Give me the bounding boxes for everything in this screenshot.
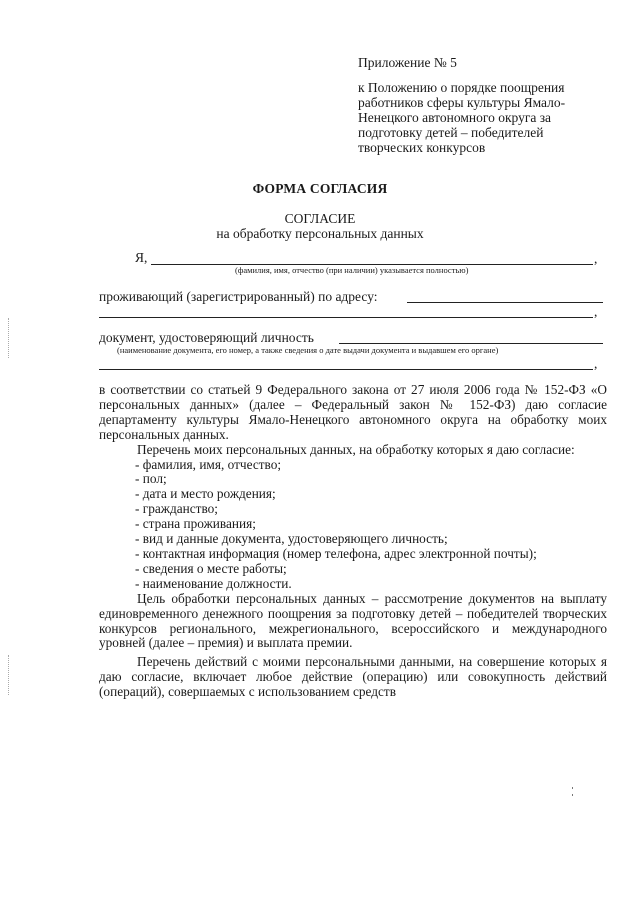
appendix-line: к Положению о порядке поощрения xyxy=(358,80,565,95)
data-list-intro: Перечень моих персональных данных, на обработку которых я даю согласие: xyxy=(137,441,575,457)
scan-speck xyxy=(572,787,573,789)
form-title: ФОРМА СОГЛАСИЯ xyxy=(252,181,388,196)
name-hint: (фамилия, имя, отчество (при наличии) указывается полностью) xyxy=(235,265,469,275)
consent-body xyxy=(99,383,607,700)
appendix-number: Приложение № 5 xyxy=(358,55,457,70)
consent-heading xyxy=(0,211,640,241)
list-item: - дата и место рождения; xyxy=(135,486,276,502)
appendix-block xyxy=(358,55,608,155)
comma: , xyxy=(594,304,598,319)
list-item: - пол; xyxy=(135,471,167,487)
list-item: - контактная информация (номер телефона, адрес электронной почты); xyxy=(135,545,537,561)
i-label: Я, xyxy=(135,250,148,265)
address-field[interactable] xyxy=(407,302,603,303)
list-item: - фамилия, имя, отчество; xyxy=(135,456,282,472)
document-field-line-2[interactable] xyxy=(99,369,593,370)
consent-subtitle: на обработку персональных данных xyxy=(216,226,424,241)
list-item: - страна проживания; xyxy=(135,516,256,532)
list-item: - сведения о месте работы; xyxy=(135,560,287,576)
document-hint: (наименование документа, его номер, а также сведения о дате выдачи документа и выдавшем его органе) xyxy=(117,345,499,355)
appendix-line: работников сферы культуры Ямало- xyxy=(358,95,566,110)
purpose-paragraph: Цель обработки персональных данных – рассмотрение документов на выплату единовременного денежного поощрения за подготовку детей – победителей творческих конкурсов регионального, межрегионального, всероссийского и международного уровней (далее – премия) и выплата премии. xyxy=(99,590,607,651)
actions-paragraph: Перечень действий с моими персональными данными, на совершение которых я даю согласие, включает любое действие (операцию) или совокупность действий (операций), совершаемых с использованием средств xyxy=(99,654,607,700)
scan-margin-mark xyxy=(8,318,10,358)
appendix-line: Ненецкого автономного округа за xyxy=(358,110,552,125)
list-item: - вид и данные документа, удостоверяющего личность; xyxy=(135,531,448,547)
appendix-line: творческих конкурсов xyxy=(358,140,486,155)
document-label: документ, удостоверяющий личность xyxy=(99,330,314,345)
legal-basis-paragraph: в соответствии со статьей 9 Федерального закона от 27 июля 2006 года № 152-ФЗ «О персональных данных» (далее – Федеральный закон № 152-ФЗ) даю согласие департаменту культуры Ямало-Ненецкого автономного округа на обработку моих персональных данных. xyxy=(99,382,607,442)
list-item: - наименование должности. xyxy=(135,575,292,591)
personal-data-list xyxy=(99,458,607,592)
consent-title: СОГЛАСИЕ xyxy=(284,211,356,226)
comma: , xyxy=(594,251,598,266)
scan-margin-mark xyxy=(8,655,10,695)
list-item: - гражданство; xyxy=(135,501,218,517)
address-label: проживающий (зарегистрированный) по адресу: xyxy=(99,289,378,304)
comma: , xyxy=(594,356,598,371)
address-field-line-2[interactable] xyxy=(99,317,593,318)
document-field[interactable] xyxy=(339,343,603,344)
appendix-line: подготовку детей – победителей xyxy=(358,125,544,140)
scan-speck xyxy=(572,794,573,796)
